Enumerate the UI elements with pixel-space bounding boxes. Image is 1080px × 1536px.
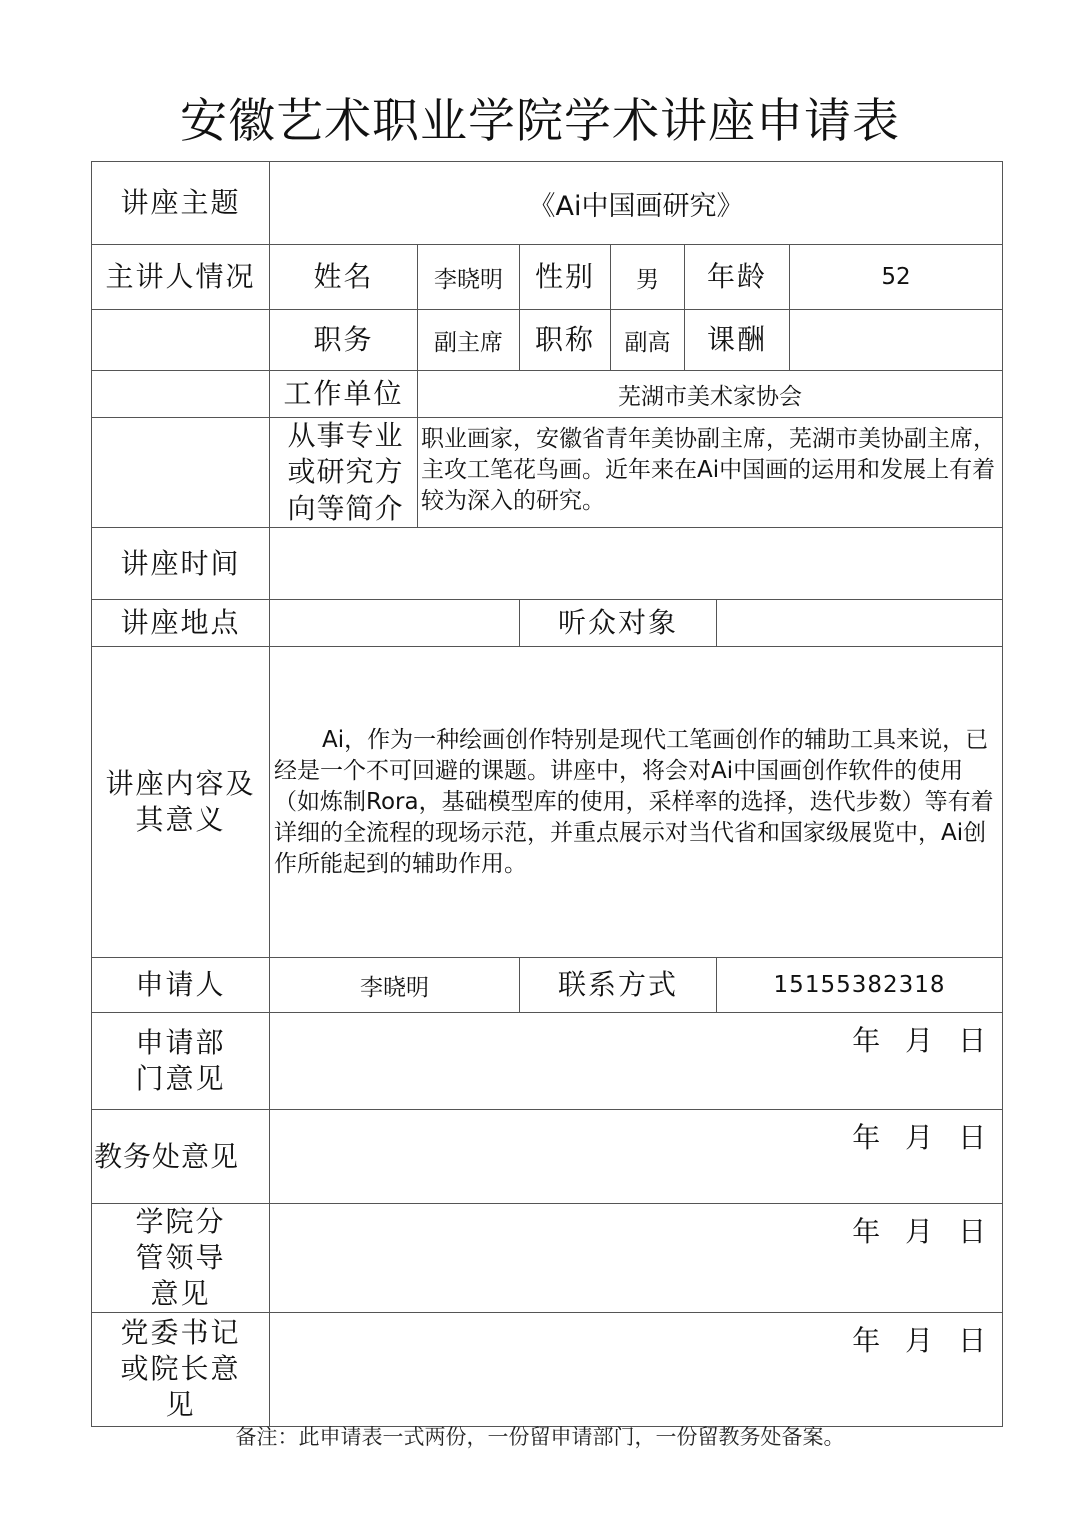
lecture-time-value[interactable] [270, 528, 1003, 600]
lecture-content-label: 讲座内容及其意义 [92, 647, 270, 958]
footnote: 备注：此申请表一式两份，一份留申请部门，一份留教务处备案。 [235, 1425, 845, 1449]
opinion-date-academic-affairs: 年 月 日 [852, 1121, 995, 1155]
opinion-date-department: 年 月 日 [852, 1024, 995, 1058]
speaker-age-value[interactable]: 52 [790, 245, 1003, 310]
speaker-fee-label: 课酬 [685, 310, 790, 371]
lecture-topic-label: 讲座主题 [92, 162, 270, 245]
audience-label: 听众对象 [520, 600, 717, 647]
lecture-topic-value[interactable]: 《Ai中国画研究》 [270, 162, 1003, 245]
opinion-field-academic-affairs[interactable] [270, 1110, 1003, 1204]
speaker-age-label: 年龄 [685, 245, 790, 310]
speaker-intro-value[interactable]: 职业画家，安徽省青年美协副主席，芜湖市美协副主席，主攻工笔花鸟画。近年来在Ai中国画的运用和发展上有着较为深入的研究。 [418, 418, 1003, 528]
speaker-gender-label: 性别 [520, 245, 611, 310]
speaker-position-label: 职务 [270, 310, 418, 371]
speaker-gender-value[interactable]: 男 [611, 245, 685, 310]
speaker-section-label: 主讲人情况 [92, 245, 270, 310]
contact-value[interactable]: 15155382318 [717, 958, 1003, 1013]
speaker-section-spacer [92, 418, 270, 528]
opinion-label-academic-affairs: 教务处意见 [92, 1110, 270, 1204]
speaker-intro-label: 从事专业或研究方向等简介 [270, 418, 418, 528]
speaker-name-label: 姓名 [270, 245, 418, 310]
audience-value[interactable] [717, 600, 1003, 647]
lecture-place-value[interactable] [270, 600, 520, 647]
opinion-date-secretary-president: 年 月 日 [852, 1323, 995, 1357]
speaker-fee-value[interactable] [790, 310, 1003, 371]
opinion-label-secretary-president: 党委书记或院长意见 [92, 1312, 270, 1426]
applicant-name-value[interactable]: 李晓明 [270, 958, 520, 1013]
speaker-section-spacer [92, 371, 270, 418]
lecture-time-label: 讲座时间 [92, 528, 270, 600]
contact-label: 联系方式 [520, 958, 717, 1013]
speaker-name-value[interactable]: 李晓明 [418, 245, 520, 310]
opinion-label-department: 申请部门意见 [92, 1013, 270, 1110]
lecture-place-label: 讲座地点 [92, 600, 270, 647]
form-title: 安徽艺术职业学院学术讲座申请表 [180, 94, 900, 149]
lecture-content-text: Ai，作为一种绘画创作特别是现代工笔画创作的辅助工具来说，已经是一个不可回避的课题。讲座中，将会对Ai中国画创作软件的使用（如炼制Rora，基础模型库的使用，采样率的选择，迭代步数）等有着详细的全流程的现场示范，并重点展示对当代省和国家级展览中，Ai创作所能起到的辅助作用。 [274, 726, 994, 877]
speaker-title-label: 职称 [520, 310, 611, 371]
applicant-label: 申请人 [92, 958, 270, 1013]
speaker-position-value[interactable]: 副主席 [418, 310, 520, 371]
speaker-unit-label: 工作单位 [270, 371, 418, 418]
application-form-table [91, 161, 1003, 1427]
speaker-unit-value[interactable]: 芜湖市美术家协会 [418, 371, 1003, 418]
opinion-label-college-leader: 学院分管领导意见 [92, 1204, 270, 1312]
speaker-section-spacer [92, 310, 270, 371]
lecture-content-cell[interactable] [270, 647, 1003, 958]
speaker-title-value[interactable]: 副高 [611, 310, 685, 371]
opinion-field-college-leader[interactable] [270, 1204, 1003, 1312]
opinion-date-college-leader: 年 月 日 [852, 1215, 995, 1249]
opinion-field-secretary-president[interactable] [270, 1312, 1003, 1426]
opinion-field-department[interactable] [270, 1013, 1003, 1110]
